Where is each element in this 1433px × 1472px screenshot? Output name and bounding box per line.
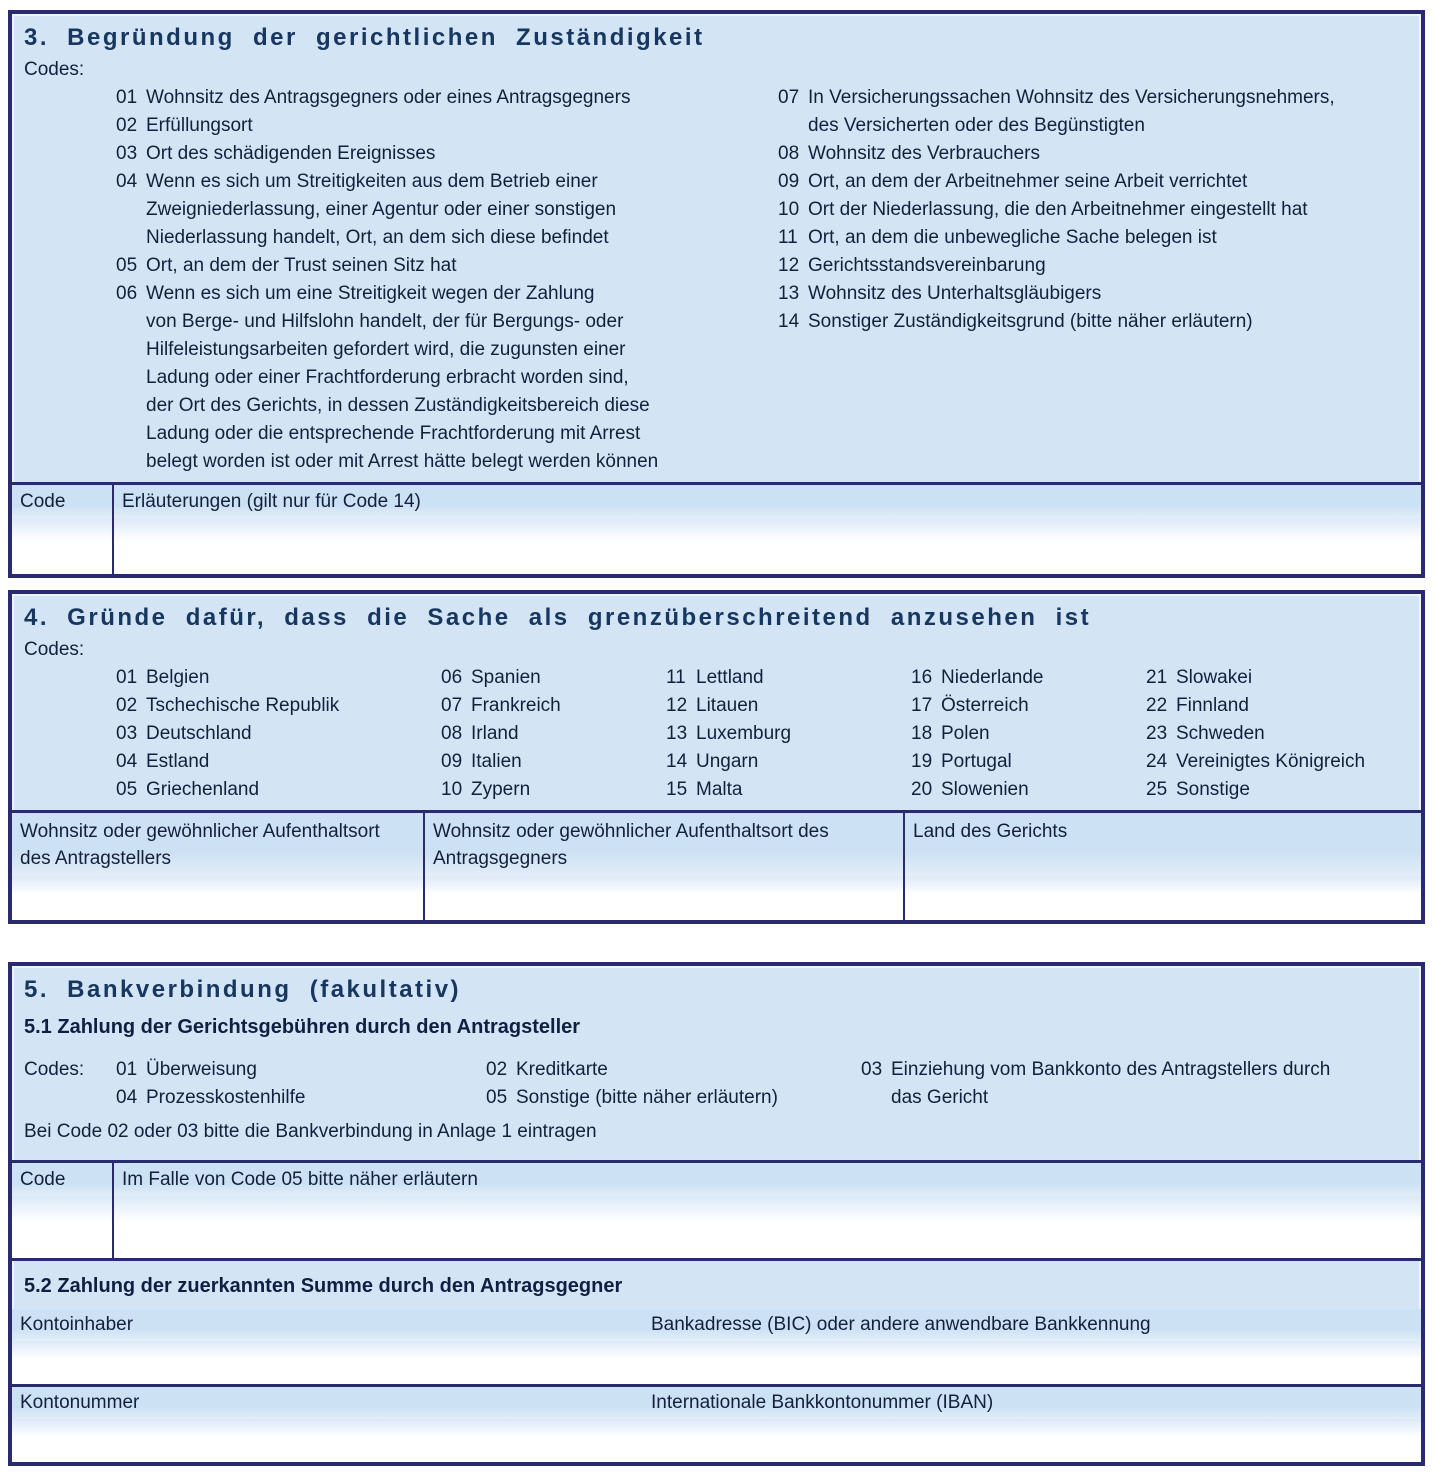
code-text: Sonstiger Zuständigkeitsgrund (bitte näher erläutern)	[808, 311, 1253, 332]
code-item	[486, 1056, 861, 1084]
code-input-field[interactable]	[12, 1196, 112, 1258]
payment-codes-column-2	[486, 1056, 861, 1112]
code-text: des Versicherten oder des Begünstigten	[808, 115, 1145, 136]
country-code-item	[911, 692, 1146, 720]
court-country-input[interactable]	[903, 876, 1421, 920]
account-number-label: Kontonummer	[20, 1392, 140, 1413]
code-item	[778, 168, 1409, 196]
code-text-lines	[146, 1084, 486, 1112]
code-number: 04	[116, 171, 138, 192]
code-item	[778, 196, 1409, 224]
code-number: 03	[861, 1059, 883, 1080]
code-number: 10	[778, 199, 800, 220]
section-5-bank-details	[8, 962, 1425, 1466]
country-codes-column	[441, 664, 666, 804]
bank-details-note: Bei Code 02 oder 03 bitte die Bankverbindung in Anlage 1 eintragen	[24, 1121, 597, 1142]
code-item	[116, 168, 778, 252]
code-text: Ort, an dem die unbewegliche Sache belegen ist	[808, 227, 1217, 248]
code-text-lines	[516, 1056, 861, 1084]
country-code-item	[116, 720, 441, 748]
code-text-lines	[808, 84, 1409, 140]
section-5-code-table	[12, 1163, 1421, 1258]
country-code-item	[666, 776, 911, 804]
explanation-input-field[interactable]	[112, 518, 1421, 574]
country-name: Tschechische Republik	[146, 695, 340, 716]
code-item	[116, 252, 778, 280]
defendant-residence-input[interactable]	[423, 876, 903, 920]
section-3-codes-left-column	[116, 84, 778, 476]
code-text: Wohnsitz des Unterhaltsgläubigers	[808, 283, 1102, 304]
code-number: 15	[666, 779, 688, 800]
section-4-table	[12, 813, 1421, 920]
code-number: 06	[441, 667, 463, 688]
table-input-row	[12, 1196, 1421, 1258]
country-name: Lettland	[696, 667, 764, 688]
code-text-lines	[146, 84, 778, 112]
labels-row	[12, 1387, 1421, 1419]
code-text: Ladung oder einer Frachtforderung erbracht worden sind,	[146, 367, 629, 388]
code-text-lines	[891, 1056, 1409, 1112]
country-name: Italien	[471, 751, 522, 772]
code-item	[116, 1084, 486, 1112]
code-number: 21	[1146, 667, 1168, 688]
code-text: Einziehung vom Bankkonto des Antragstellers durch	[891, 1059, 1331, 1080]
code-text: Wenn es sich um eine Streitigkeit wegen der Zahlung	[146, 283, 595, 304]
code-number: 12	[666, 695, 688, 716]
code-number: 05	[116, 779, 138, 800]
section-3-codes-label: Codes:	[24, 59, 85, 80]
code-number: 03	[116, 723, 138, 744]
table-header-row	[12, 485, 1421, 518]
code-number: 07	[778, 87, 800, 108]
section-5-codes-label: Codes:	[24, 1059, 85, 1080]
country-code-item	[1146, 664, 1409, 692]
code-number: 17	[911, 695, 933, 716]
code-number: 14	[666, 751, 688, 772]
code-number: 24	[1146, 751, 1168, 772]
country-code-item	[666, 720, 911, 748]
code-item	[778, 140, 1409, 168]
code-text: Kreditkarte	[516, 1059, 608, 1080]
section-4-title: 4. Gründe dafür, dass die Sache als grenzüberschreitend anzusehen ist	[24, 604, 1092, 631]
country-codes-column	[116, 664, 441, 804]
iban-label: Internationale Bankkontonummer (IBAN)	[651, 1392, 994, 1413]
country-code-item	[666, 692, 911, 720]
country-code-item	[911, 664, 1146, 692]
code-text: Überweisung	[146, 1059, 257, 1080]
country-code-item	[911, 720, 1146, 748]
account-holder-row	[12, 1309, 1421, 1384]
code-item	[861, 1056, 1409, 1112]
code-number: 01	[116, 1059, 138, 1080]
code-number: 05	[116, 255, 138, 276]
country-code-item	[911, 748, 1146, 776]
account-holder-input[interactable]	[12, 1341, 643, 1384]
code-number: 01	[116, 87, 138, 108]
code-text: Hilfeleistungsarbeiten gefordert wird, die zugunsten einer	[146, 339, 626, 360]
inputs-row	[12, 1419, 1421, 1462]
code-text-lines	[808, 224, 1409, 252]
code-number: 09	[778, 171, 800, 192]
code-text: In Versicherungssachen Wohnsitz des Versicherungsnehmers,	[808, 87, 1335, 108]
country-code-item	[666, 664, 911, 692]
code-text: Ort, an dem der Arbeitnehmer seine Arbeit verrichtet	[808, 171, 1248, 192]
code-text: Ort, an dem der Trust seinen Sitz hat	[146, 255, 457, 276]
claimant-residence-header: Wohnsitz oder gewöhnlicher Aufenthaltsort des Antragstellers	[20, 821, 380, 869]
code-number: 07	[441, 695, 463, 716]
section-3-code-table	[12, 485, 1421, 574]
country-name: Spanien	[471, 667, 541, 688]
section-4-cross-border	[8, 590, 1425, 924]
country-name: Griechenland	[146, 779, 260, 800]
defendant-residence-header: Wohnsitz oder gewöhnlicher Aufenthaltsort des Antragsgegners	[423, 813, 903, 876]
code-text-lines	[808, 196, 1409, 224]
country-code-item	[116, 664, 441, 692]
code-text-lines	[146, 1056, 486, 1084]
code-text-lines	[516, 1084, 861, 1112]
iban-input[interactable]	[643, 1419, 1421, 1462]
country-name: Luxemburg	[696, 723, 792, 744]
country-code-item	[116, 748, 441, 776]
country-code-item	[441, 692, 666, 720]
code-item	[116, 140, 778, 168]
country-code-item	[911, 776, 1146, 804]
code-item	[778, 252, 1409, 280]
country-code-item	[1146, 748, 1409, 776]
code-text: belegt worden ist oder mit Arrest hätte belegt werden können	[146, 451, 659, 472]
code-number: 11	[778, 227, 798, 248]
country-code-item	[441, 748, 666, 776]
country-code-item	[1146, 776, 1409, 804]
country-name: Belgien	[146, 667, 210, 688]
country-name: Irland	[471, 723, 519, 744]
code-text: Prozesskostenhilfe	[146, 1087, 306, 1108]
code-column-header: Code	[20, 1169, 66, 1190]
country-name: Schweden	[1176, 723, 1265, 744]
code-item	[116, 112, 778, 140]
claimant-residence-input[interactable]	[12, 876, 423, 920]
section-4-country-codes	[116, 664, 1409, 804]
code-text-lines	[146, 252, 778, 280]
code-number: 19	[911, 751, 933, 772]
code-text: Gerichtsstandsvereinbarung	[808, 255, 1046, 276]
section-3-codes	[116, 84, 1409, 476]
code-item	[778, 308, 1409, 336]
section-4-codes-label: Codes:	[24, 639, 85, 660]
table-input-row	[12, 518, 1421, 574]
account-holder-label: Kontoinhaber	[20, 1314, 134, 1335]
country-code-item	[1146, 692, 1409, 720]
code-text: Wenn es sich um Streitigkeiten aus dem Betrieb einer	[146, 171, 598, 192]
code-number: 13	[666, 723, 688, 744]
code-number: 12	[778, 255, 800, 276]
table-input-row	[12, 876, 1421, 920]
bank-address-bic-input[interactable]	[643, 1341, 1421, 1384]
bank-address-bic-label: Bankadresse (BIC) oder andere anwendbare Bankkennung	[651, 1314, 1151, 1335]
country-name: Slowakei	[1176, 667, 1253, 688]
section-5-title: 5. Bankverbindung (fakultativ)	[24, 976, 462, 1003]
code-text: Zweigniederlassung, einer Agentur oder einer sonstigen	[146, 199, 617, 220]
code-text-lines	[808, 280, 1409, 308]
country-codes-column	[666, 664, 911, 804]
code-text-lines	[146, 112, 778, 140]
country-name: Portugal	[941, 751, 1012, 772]
country-code-item	[666, 748, 911, 776]
section-3-codes-right-column	[778, 84, 1409, 476]
inputs-row	[12, 1341, 1421, 1384]
code-number: 16	[911, 667, 933, 688]
code-text: Erfüllungsort	[146, 115, 253, 136]
code-number: 18	[911, 723, 933, 744]
code-text-lines	[808, 308, 1409, 336]
code-text-lines	[146, 168, 778, 252]
code-number: 03	[116, 143, 138, 164]
country-codes-column	[1146, 664, 1409, 804]
code-number: 04	[116, 1087, 138, 1108]
code-number: 08	[441, 723, 463, 744]
code-number: 05	[486, 1087, 508, 1108]
country-code-item	[116, 692, 441, 720]
country-name: Niederlande	[941, 667, 1044, 688]
table-header-row	[12, 813, 1421, 876]
country-code-item	[441, 776, 666, 804]
code-text: Wohnsitz des Antragsgegners oder eines Antragsgegners	[146, 87, 631, 108]
code-number: 09	[441, 751, 463, 772]
code-number: 20	[911, 779, 933, 800]
section-5-1-codes	[24, 1056, 1409, 1112]
code-number: 25	[1146, 779, 1168, 800]
code-text-lines	[808, 168, 1409, 196]
section-5-2-heading: 5.2 Zahlung der zuerkannten Summe durch den Antragsgegner	[24, 1275, 623, 1297]
code-text: Ort des schädigenden Ereignisses	[146, 143, 436, 164]
code-text: Wohnsitz des Verbrauchers	[808, 143, 1040, 164]
country-name: Slowenien	[941, 779, 1029, 800]
country-name: Estland	[146, 751, 210, 772]
country-name: Litauen	[696, 695, 759, 716]
account-number-row	[12, 1387, 1421, 1462]
country-code-item	[441, 664, 666, 692]
explanation-column-header: Erläuterungen (gilt nur für Code 14)	[112, 485, 1421, 518]
code-text: von Berge- und Hilfslohn handelt, der für Bergungs- oder	[146, 311, 624, 332]
country-codes-column	[911, 664, 1146, 804]
code-number: 11	[666, 667, 686, 688]
country-name: Ungarn	[696, 751, 759, 772]
code-number: 13	[778, 283, 800, 304]
country-name: Deutschland	[146, 723, 252, 744]
code-item	[116, 84, 778, 112]
labels-row	[12, 1309, 1421, 1341]
code-number: 08	[778, 143, 800, 164]
code-text: Sonstige (bitte näher erläutern)	[516, 1087, 778, 1108]
code-item	[116, 280, 778, 476]
code-number: 10	[441, 779, 463, 800]
country-name: Sonstige	[1176, 779, 1250, 800]
country-code-item	[1146, 720, 1409, 748]
court-country-header: Land des Gerichts	[903, 813, 1421, 876]
country-code-item	[441, 720, 666, 748]
country-name: Polen	[941, 723, 990, 744]
payment-codes-column-1	[116, 1056, 486, 1112]
code-text: das Gericht	[891, 1087, 989, 1108]
code-item	[116, 1056, 486, 1084]
section-3-title: 3. Begründung der gerichtlichen Zuständigkeit	[24, 24, 705, 51]
account-number-input[interactable]	[12, 1419, 643, 1462]
country-name: Frankreich	[471, 695, 561, 716]
code-text-lines	[808, 252, 1409, 280]
code-number: 04	[116, 751, 138, 772]
country-name: Finnland	[1176, 695, 1249, 716]
code-text: der Ort des Gerichts, in dessen Zuständigkeitsbereich diese	[146, 395, 650, 416]
country-name: Vereinigtes Königreich	[1176, 751, 1366, 772]
code-number: 14	[778, 311, 800, 332]
code-item	[778, 280, 1409, 308]
code-number: 22	[1146, 695, 1168, 716]
code-text: Ort der Niederlassung, die den Arbeitnehmer eingestellt hat	[808, 199, 1308, 220]
code-text: Niederlassung handelt, Ort, an dem sich diese befindet	[146, 227, 609, 248]
code-number: 01	[116, 667, 138, 688]
explanation-column-header: Im Falle von Code 05 bitte näher erläutern	[112, 1163, 1421, 1196]
code-number: 02	[116, 115, 138, 136]
country-code-item	[116, 776, 441, 804]
code-item	[778, 224, 1409, 252]
country-name: Österreich	[941, 695, 1029, 716]
country-name: Zypern	[471, 779, 531, 800]
table-header-row	[12, 1163, 1421, 1196]
explanation-input-field[interactable]	[112, 1196, 1421, 1258]
code-item	[778, 84, 1409, 140]
code-text-lines	[808, 140, 1409, 168]
code-input-field[interactable]	[12, 518, 112, 574]
section-3-jurisdiction	[8, 10, 1425, 578]
code-number: 06	[116, 283, 138, 304]
code-text: Ladung oder die entsprechende Frachtforderung mit Arrest	[146, 423, 641, 444]
code-number: 23	[1146, 723, 1168, 744]
payment-codes-column-3	[861, 1056, 1409, 1112]
code-number: 02	[486, 1059, 508, 1080]
code-column-header: Code	[20, 491, 66, 512]
code-text-lines	[146, 140, 778, 168]
code-text-lines	[146, 280, 778, 476]
country-name: Malta	[696, 779, 743, 800]
section-5-1-heading: 5.1 Zahlung der Gerichtsgebühren durch den Antragsteller	[24, 1016, 581, 1038]
code-number: 02	[116, 695, 138, 716]
code-item	[486, 1084, 861, 1112]
